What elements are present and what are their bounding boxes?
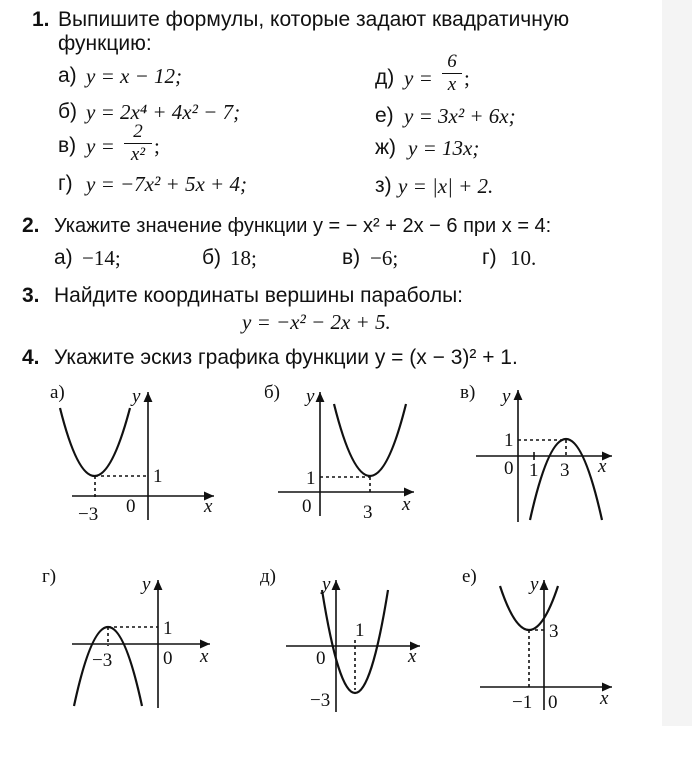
q2-option-a-label: а) (54, 246, 73, 269)
q1-item-v-label: в) (58, 134, 77, 157)
q2-option-b-label: б) (202, 246, 222, 269)
graph-g (72, 580, 210, 708)
q1-item-v-numerator: 2 (133, 121, 143, 142)
graph-e-mark-3: 3 (549, 621, 559, 642)
graph-a-parabola (60, 408, 130, 476)
graph-b-mark-3: 3 (363, 502, 373, 523)
graph-g-label: г) (42, 566, 57, 587)
q1-item-d-suffix: ; (464, 66, 470, 90)
q1-item-zh-label: ж) (375, 136, 397, 159)
graph-a (60, 392, 214, 520)
graph-e (480, 580, 612, 710)
graph-v-y-label: y (502, 386, 511, 407)
q2-number: 2. (22, 214, 40, 237)
graph-a-mark-minus3: −3 (78, 504, 99, 525)
q1-item-v-denominator: x² (130, 144, 146, 165)
graph-g-x-label: x (200, 646, 209, 667)
graph-v-mark-1-y: 1 (504, 430, 514, 451)
graph-e-y-label: y (530, 574, 539, 595)
graph-a-mark-0: 0 (126, 496, 136, 517)
q1-item-a-formula: y = x − 12; (86, 64, 182, 88)
q1-item-e-label: е) (375, 104, 394, 127)
q1-item-d-label: д) (375, 66, 395, 89)
q3-number: 3. (22, 284, 40, 307)
graph-e-x-label: x (600, 688, 609, 709)
graph-a-mark-1: 1 (153, 466, 163, 487)
graph-b-y-label: y (306, 386, 315, 407)
graph-d-mark-1: 1 (355, 620, 365, 641)
graph-v-mark-0: 0 (504, 458, 514, 479)
graph-v (476, 390, 612, 522)
q1-item-g-label: г) (58, 172, 73, 195)
q1-item-d-numerator: 6 (447, 51, 457, 72)
q1-item-v-suffix: ; (154, 134, 160, 158)
q2-text: Укажите значение функции y = − x² + 2x − 6 при x = 4: (54, 215, 552, 237)
graph-e-label: е) (462, 566, 477, 587)
q1-item-d-prefix: y = (404, 66, 433, 90)
graph-d-label: д) (260, 566, 276, 587)
q1-item-d-denominator: x (447, 74, 457, 95)
graph-d-y-label: y (322, 574, 331, 595)
q2-option-g-label: г) (482, 246, 497, 269)
graph-a-x-label: x (204, 496, 213, 517)
graph-g-y-label: y (142, 574, 151, 595)
q1-number: 1. (32, 8, 50, 31)
graph-b-mark-0: 0 (302, 496, 312, 517)
q4-number: 4. (22, 346, 40, 369)
q1-item-zh-formula: y = 13x; (408, 136, 480, 160)
q1-item-b-formula: y = 2x⁴ + 4x² − 7; (86, 100, 241, 124)
q1-item-a-label: а) (58, 64, 77, 87)
q2-option-g-value: 10. (510, 246, 537, 270)
q1-item-g-formula: y = −7x² + 5x + 4; (86, 172, 247, 196)
q3-text: Найдите координаты вершины параболы: (54, 284, 463, 307)
q1-item-v-prefix: y = (86, 134, 115, 158)
graph-v-label: в) (460, 382, 476, 403)
graph-v-mark-3: 3 (560, 460, 570, 481)
graph-g-mark-1: 1 (163, 618, 173, 639)
graph-d-mark-0: 0 (316, 648, 326, 669)
graph-d-x-label: x (408, 646, 417, 667)
graph-b (278, 392, 414, 516)
q1-item-z-label: з) (375, 174, 392, 197)
graph-a-label: а) (50, 382, 65, 403)
graph-d (286, 580, 420, 712)
graph-d-mark-minus3: −3 (310, 690, 331, 711)
graph-g-mark-0: 0 (163, 648, 173, 669)
q1-item-e-formula: y = 3x² + 6x; (404, 104, 516, 128)
q1-text-line2: функцию: (58, 32, 152, 55)
q1-item-b-label: б) (58, 100, 78, 123)
graph-g-mark-minus3: −3 (92, 650, 113, 671)
graph-b-x-label: x (402, 494, 411, 515)
q2-option-a-value: −14; (82, 246, 121, 270)
graph-b-parabola (334, 404, 406, 476)
q2-option-v-label: в) (342, 246, 361, 269)
graph-b-mark-1: 1 (306, 468, 316, 489)
q2-option-b-value: 18; (230, 246, 257, 270)
graph-e-mark-minus1: −1 (512, 692, 533, 713)
q3-formula: y = −x² − 2x + 5. (242, 310, 391, 334)
q2-option-v-value: −6; (370, 246, 399, 270)
graph-a-y-label: y (132, 386, 141, 407)
graph-b-label: б) (264, 382, 280, 403)
q1-text-line1: Выпишите формулы, которые задают квадратичную (58, 8, 570, 31)
graph-v-x-label: x (598, 456, 607, 477)
graph-v-mark-1-x: 1 (529, 460, 539, 481)
graph-e-mark-0: 0 (548, 692, 558, 713)
q4-text: Укажите эскиз графика функции y = (x − 3)² + 1. (54, 346, 518, 369)
q1-item-z-formula: y = |x| + 2. (398, 174, 494, 198)
